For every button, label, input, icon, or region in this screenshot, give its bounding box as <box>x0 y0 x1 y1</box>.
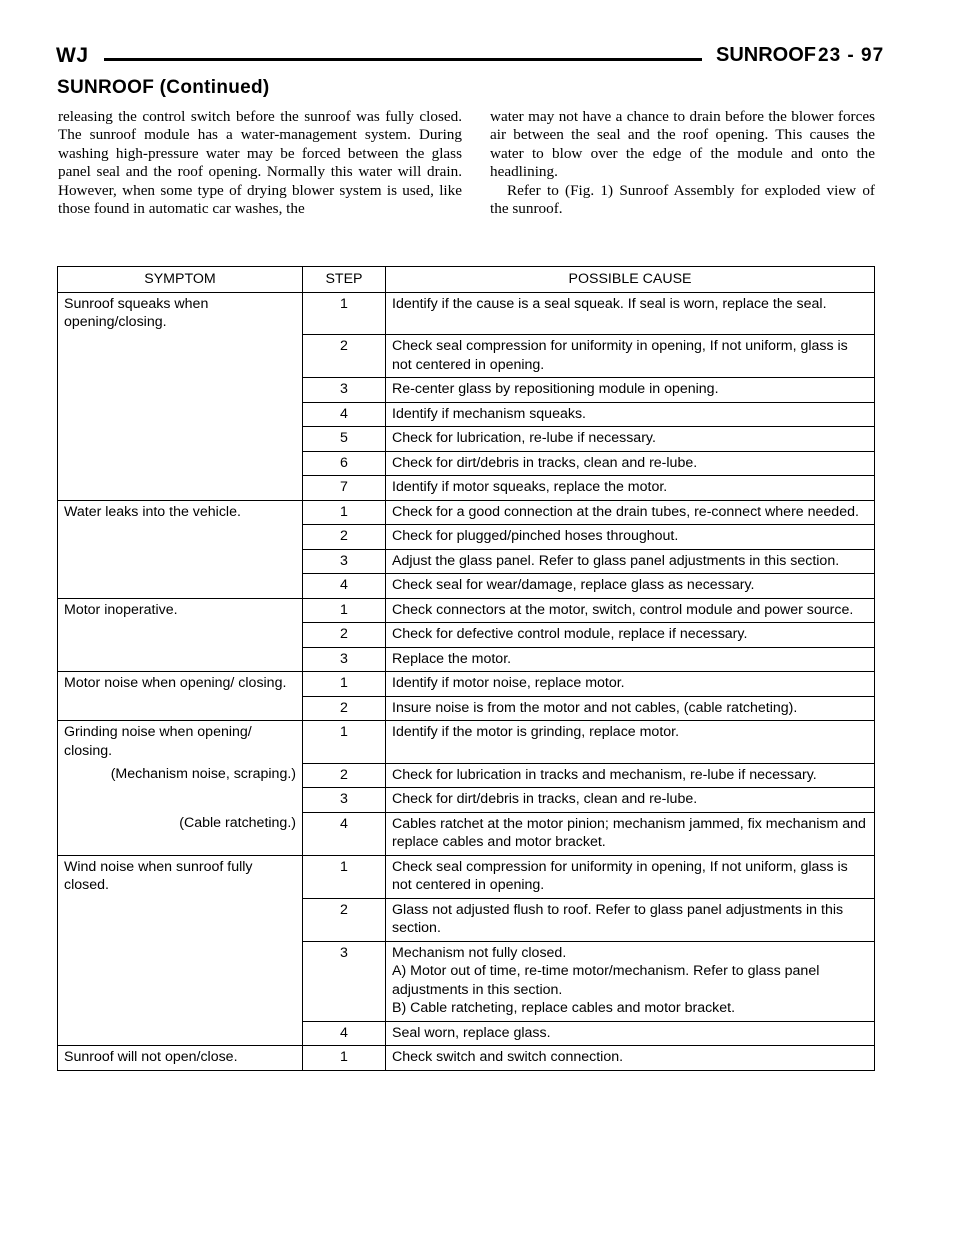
body-paragraph: Refer to (Fig. 1) Sunroof Assembly for exploded view of the sunroof. <box>490 181 875 218</box>
step-cell: 3 <box>303 549 386 574</box>
cause-cell: Adjust the glass panel. Refer to glass panel adjustments in this section. <box>386 549 875 574</box>
symptom-cell <box>58 378 303 403</box>
symptom-cell <box>58 788 303 813</box>
table-row <box>58 549 875 574</box>
cause-line: A) Motor out of time, re-time motor/mechanism. Refer to glass panel adjustments in this section. <box>392 963 820 998</box>
symptom-cell: Water leaks into the vehicle. <box>58 500 303 525</box>
symptom-cell <box>58 763 303 788</box>
table-row <box>58 451 875 476</box>
symptom-cell <box>58 476 303 501</box>
table-row <box>58 623 875 648</box>
table-row <box>58 812 875 855</box>
body-paragraph: releasing the control switch before the sunroof was fully closed. The sunroof module has a water-management system. During washing high-pressure water may be forced between the glass panel seal and the roof opening. Normally this water will drain. However, when some type of drying blower system is used, like those found in automatic car washes, the <box>58 108 462 218</box>
step-cell: 1 <box>303 855 386 898</box>
table-row <box>58 941 875 1021</box>
table-row <box>58 476 875 501</box>
cause-cell: Check for dirt/debris in tracks, clean and re-lube. <box>386 451 875 476</box>
cause-cell: Re-center glass by repositioning module in opening. <box>386 378 875 403</box>
cause-cell: Check for lubrication in tracks and mechanism, re-lube if necessary. <box>386 763 875 788</box>
body-left-column <box>58 108 462 218</box>
symptom-subnote: (Mechanism noise, scraping.) <box>110 766 296 782</box>
step-cell: 5 <box>303 427 386 452</box>
cause-cell: Insure noise is from the motor and not cables, (cable ratcheting). <box>386 696 875 721</box>
diagnosis-table <box>57 266 875 1071</box>
cause-cell: Check seal compression for uniformity in opening, If not uniform, glass is not centered in opening. <box>386 335 875 378</box>
table-header-cause: POSSIBLE CAUSE <box>386 267 875 293</box>
cause-cell: Identify if the motor is grinding, replace motor. <box>386 721 875 764</box>
symptom-cell: Motor noise when opening/ closing. <box>58 672 303 697</box>
table-row <box>58 378 875 403</box>
cause-cell: Check seal for wear/damage, replace glass as necessary. <box>386 574 875 599</box>
step-cell: 4 <box>303 574 386 599</box>
step-cell: 1 <box>303 672 386 697</box>
step-cell: 6 <box>303 451 386 476</box>
cause-cell: Cables ratchet at the motor pinion; mechanism jammed, fix mechanism and replace cables and motor bracket. <box>386 812 875 855</box>
table-row <box>58 696 875 721</box>
table-row <box>58 788 875 813</box>
symptom-cell: Sunroof squeaks when opening/closing. <box>58 292 303 335</box>
table-row <box>58 427 875 452</box>
symptom-cell <box>58 549 303 574</box>
step-cell: 1 <box>303 598 386 623</box>
table-header-step: STEP <box>303 267 386 293</box>
table-row <box>58 721 875 764</box>
cause-line: B) Cable ratcheting, replace cables and motor bracket. <box>392 1000 736 1016</box>
symptom-cell <box>58 696 303 721</box>
table-row <box>58 500 875 525</box>
cause-cell: Check for plugged/pinched hoses throughout. <box>386 525 875 550</box>
step-cell: 7 <box>303 476 386 501</box>
cause-cell: Check switch and switch connection. <box>386 1046 875 1071</box>
step-cell: 3 <box>303 647 386 672</box>
cause-cell: Seal worn, replace glass. <box>386 1021 875 1046</box>
table-row <box>58 402 875 427</box>
symptom-cell <box>58 941 303 1021</box>
step-cell: 1 <box>303 292 386 335</box>
table-row <box>58 292 875 335</box>
step-cell: 1 <box>303 1046 386 1071</box>
table-header-symptom: SYMPTOM <box>58 267 303 293</box>
symptom-cell <box>58 1021 303 1046</box>
step-cell: 2 <box>303 623 386 648</box>
step-cell: 1 <box>303 500 386 525</box>
table-row <box>58 1021 875 1046</box>
step-cell: 4 <box>303 402 386 427</box>
table-row <box>58 574 875 599</box>
cause-cell: Identify if mechanism squeaks. <box>386 402 875 427</box>
symptom-cell <box>58 812 303 855</box>
body-right-column <box>490 108 875 218</box>
table-row <box>58 335 875 378</box>
symptom-cell <box>58 427 303 452</box>
table-row <box>58 598 875 623</box>
table-row <box>58 525 875 550</box>
symptom-cell <box>58 402 303 427</box>
cause-cell: Glass not adjusted flush to roof. Refer to glass panel adjustments in this section. <box>386 898 875 941</box>
table-row <box>58 1046 875 1071</box>
step-cell: 4 <box>303 1021 386 1046</box>
cause-cell: Check connectors at the motor, switch, control module and power source. <box>386 598 875 623</box>
cause-cell: Check for dirt/debris in tracks, clean and re-lube. <box>386 788 875 813</box>
symptom-cell <box>58 574 303 599</box>
symptom-cell: Grinding noise when opening/ closing. <box>58 721 303 764</box>
step-cell: 4 <box>303 812 386 855</box>
body-paragraph: water may not have a chance to drain before the blower forces air between the seal and the roof opening. This causes the water to blow over the edge of the module and onto the headlining. <box>490 108 875 181</box>
section-heading: SUNROOF (Continued) <box>57 77 270 98</box>
symptom-cell: Motor inoperative. <box>58 598 303 623</box>
cause-cell: Check for lubrication, re-lube if necessary. <box>386 427 875 452</box>
symptom-cell <box>58 623 303 648</box>
table-row <box>58 672 875 697</box>
table-row <box>58 647 875 672</box>
cause-cell: Replace the motor. <box>386 647 875 672</box>
cause-cell: Check seal compression for uniformity in opening, If not uniform, glass is not centered in opening. <box>386 855 875 898</box>
cause-cell: Identify if motor noise, replace motor. <box>386 672 875 697</box>
symptom-cell <box>58 451 303 476</box>
symptom-subnote: (Cable ratcheting.) <box>179 815 296 831</box>
symptom-cell: Wind noise when sunroof fully closed. <box>58 855 303 898</box>
step-cell: 3 <box>303 378 386 403</box>
step-cell: 3 <box>303 788 386 813</box>
cause-cell: Check for a good connection at the drain tubes, re-connect where needed. <box>386 500 875 525</box>
step-cell: 2 <box>303 525 386 550</box>
symptom-cell: Sunroof will not open/close. <box>58 1046 303 1071</box>
cause-line: Mechanism not fully closed. <box>392 944 567 961</box>
table-row <box>58 898 875 941</box>
header-rule <box>104 58 702 61</box>
cause-cell: Identify if the cause is a seal squeak. If seal is worn, replace the seal. <box>386 292 875 335</box>
header-model: WJ <box>56 44 89 67</box>
cause-cell: Check for defective control module, replace if necessary. <box>386 623 875 648</box>
step-cell: 2 <box>303 335 386 378</box>
symptom-cell <box>58 525 303 550</box>
step-cell: 2 <box>303 763 386 788</box>
symptom-cell <box>58 647 303 672</box>
cause-cell: Identify if motor squeaks, replace the motor. <box>386 476 875 501</box>
step-cell: 1 <box>303 721 386 764</box>
symptom-cell <box>58 898 303 941</box>
step-cell: 2 <box>303 696 386 721</box>
table-header-row <box>58 267 875 293</box>
table-row <box>58 855 875 898</box>
cause-cell <box>386 941 875 1021</box>
header-title: SUNROOF <box>716 44 816 66</box>
step-cell: 3 <box>303 941 386 1021</box>
symptom-cell <box>58 335 303 378</box>
step-cell: 2 <box>303 898 386 941</box>
table-row <box>58 763 875 788</box>
header-page-number: 23 - 97 <box>818 45 885 66</box>
